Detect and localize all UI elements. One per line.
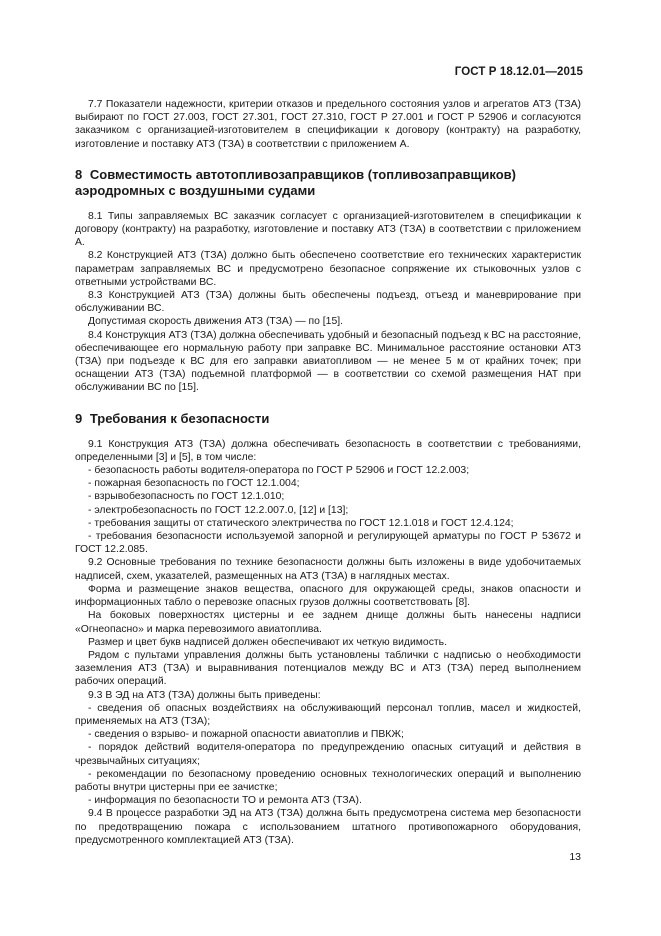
- list-item: - электробезопасность по ГОСТ 12.2.007.0, [12] и [13];: [88, 504, 349, 516]
- paragraph-speed: Допустимая скорость движения АТЗ (ТЗА) — по [15].: [88, 316, 343, 328]
- list-item: - безопасность работы водителя-оператора по ГОСТ Р 52906 и ГОСТ 12.2.003;: [88, 465, 470, 477]
- paragraph: Размер и цвет букв надписей должен обеспечивают их четкую видимость.: [88, 636, 447, 648]
- section-heading-8: [75, 167, 581, 199]
- paragraph-7-7: 7.7 Показатели надежности, критерии отказов и предельного состояния узлов и агрегатов АТЗ (ТЗА) выбирают по ГОСТ 27.003, ГОСТ 27.301, ГОСТ 27.310, ГОСТ Р 27.001 и ГОСТ Р 52906 и согласуются заказчиком с организацией-изготовителем в спецификации к договору (контракту) на разработку, изготовление и поставку АТЗ (ТЗА) в соответствии с приложением А.: [75, 99, 581, 150]
- page-number: 13: [569, 851, 581, 863]
- list-item: - сведения об опасных воздействиях на обслуживающий персонал топлив, масел и жидкостей, применяемых на АТЗ (ТЗА);: [75, 702, 581, 727]
- section-heading-9: [75, 411, 581, 427]
- list-item: - информация по безопасности ТО и ремонта АТЗ (ТЗА).: [88, 795, 362, 807]
- list-item: - взрывобезопасность по ГОСТ 12.1.010;: [88, 491, 285, 503]
- section-number: 8: [75, 166, 83, 182]
- paragraph-8-3: 8.3 Конструкцией АТЗ (ТЗА) должны быть обеспечены подъезд, отъезд и маневрирование при обслуживании ВС.: [75, 290, 581, 315]
- paragraph-9-4: 9.4 В процессе разработки ЭД на АТЗ (ТЗА) должна быть предусмотрена система мер безопасности по предотвращению пожара с использованием штатного противопожарного оборудования, предусмотренного комплектацией АТЗ (ТЗА).: [75, 808, 581, 846]
- list-item: - пожарная безопасность по ГОСТ 12.1.004;: [88, 478, 300, 490]
- paragraph: Форма и размещение знаков вещества, опасного для окружающей среды, знаков опасности и информационных табло о перевозке опасных грузов должны соответствовать [8].: [75, 583, 581, 609]
- paragraph-9-2: 9.2 Основные требования по технике безопасности должны быть изложены в виде удобочитаемых надписей, схем, указателей, размещенных на АТЗ (ТЗА) в наглядных местах.: [75, 557, 581, 582]
- paragraph: На боковых поверхностях цистерны и ее заднем днище должны быть нанесены надписи «Огнеопасно» и марка перевозимого авиатоплива.: [75, 610, 581, 635]
- paragraph-9-3: 9.3 В ЭД на АТЗ (ТЗА) должны быть приведены:: [88, 689, 321, 701]
- section-title-text: Требования к безопасности: [89, 410, 270, 426]
- list-item: - сведения о взрыво- и пожарной опасности авиатоплив и ПВКЖ;: [88, 729, 404, 741]
- paragraph-8-1: 8.1 Типы заправляемых ВС заказчик согласует с организацией-изготовителем в спецификации к договору (контракту) на разработку, изготовление и поставку АТЗ (ТЗА) в соответствии с приложением А.: [75, 210, 581, 249]
- section-number: 9: [75, 410, 83, 426]
- paragraph-8-2: 8.2 Конструкцией АТЗ (ТЗА) должно быть обеспечено соответствие его технических характеристик параметрам заправляемых ВС и предусмотрено безопасное сопряжение их стыковочных узлов с ответными устройствами ВС.: [75, 250, 581, 288]
- list-item: - рекомендации по безопасному проведению основных технологических операций и выполнению работы внутри цистерны при ее зачистке;: [75, 768, 581, 793]
- paragraph: Рядом с пультами управления должны быть установлены таблички с надписью о необходимости заземления АТЗ (ТЗА) и выравнивания потенциалов между ВС и АТЗ (ТЗА) перед выполнением рабочих операций.: [75, 649, 581, 688]
- document-code-header: ГОСТ Р 18.12.01—2015: [454, 66, 583, 78]
- section-title-text: Совместимость автотопливозаправщиков (топливозаправщиков) аэродромных с воздушными судами: [75, 166, 517, 198]
- paragraph-9-1: 9.1 Конструкция АТЗ (ТЗА) должна обеспечивать безопасность в соответствии с требованиями, определенными [3] и [5], в том числе:: [75, 438, 581, 463]
- list-item: - требования защиты от статического электричества по ГОСТ 12.1.018 и ГОСТ 12.4.124;: [88, 517, 514, 529]
- document-body: [75, 98, 581, 847]
- list-item: - порядок действий водителя-оператора по предупреждению опасных ситуаций и действия в чрезвычайных ситуациях;: [75, 742, 581, 767]
- paragraph-8-4: 8.4 Конструкция АТЗ (ТЗА) должна обеспечивать удобный и безопасный подъезд к ВС на расстояние, обеспечивающее его нормальную работу при заправке ВС. Минимальное расстояние остановки АТЗ (ТЗА) при подъезде к ВС для его заправки авиатопливом — не менее 5 м от крайних точек; при оснащении АТЗ (ТЗА) подъемной платформой — в соответствии со схемой размещения НАТ при обслуживании ВС по [15].: [75, 329, 581, 394]
- list-item: - требования безопасности используемой запорной и регулирующей арматуры по ГОСТ Р 53672 и ГОСТ 12.2.085.: [75, 531, 581, 556]
